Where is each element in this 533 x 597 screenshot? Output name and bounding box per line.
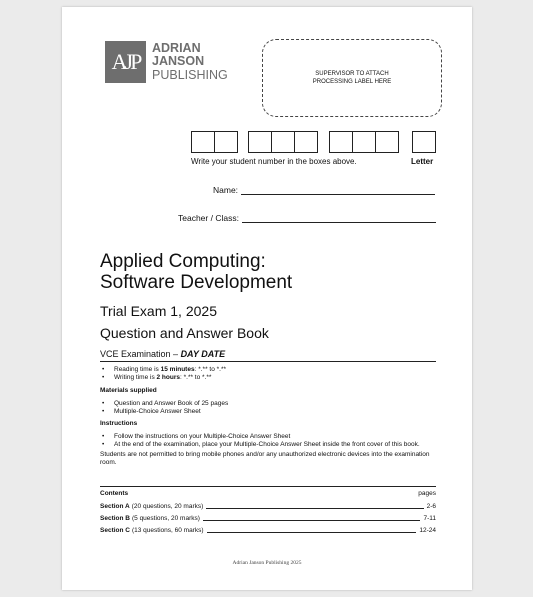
logo-line-3: PUBLISHING — [152, 67, 228, 82]
reading-time-value: 15 minutes — [160, 366, 195, 373]
devices-note: Students are not permitted to bring mobile phones and/or any unauthorized electronic devices into the examination room. — [100, 451, 430, 466]
teacher-class-label: Teacher / Class: — [178, 213, 239, 223]
section-pages: 7-11 — [423, 515, 436, 522]
section-detail: (13 questions, 60 marks) — [131, 527, 204, 534]
student-number-box[interactable] — [214, 131, 238, 153]
dotted-fill — [207, 526, 417, 533]
title-line-2: Software Development — [100, 272, 293, 293]
reading-time-item — [100, 366, 430, 374]
page-footer: Adrian Janson Publishing 2025 — [232, 560, 302, 566]
processing-label-box — [262, 39, 442, 117]
instruction-item: • Follow the instructions on your Multiple-Choice Answer Sheet — [100, 433, 430, 441]
contents-row-section-b — [100, 514, 436, 522]
instructions-section — [100, 420, 430, 467]
section-pages: 12-24 — [419, 527, 436, 534]
pages-label: pages — [418, 490, 436, 497]
student-number-box[interactable] — [329, 131, 353, 153]
writing-time-item — [100, 374, 430, 382]
teacher-class-field — [178, 213, 436, 223]
name-input-line[interactable] — [241, 185, 435, 195]
contents-row-section-c — [100, 526, 436, 534]
dotted-fill — [206, 502, 423, 509]
reading-time-prefix: Reading time is — [114, 366, 159, 373]
dotted-fill — [203, 514, 421, 521]
materials-heading: Materials supplied — [100, 387, 157, 394]
trial-exam-title: Trial Exam 1, 2025 — [100, 303, 217, 319]
student-number-box[interactable] — [375, 131, 399, 153]
contents-divider — [100, 486, 436, 487]
exam-date: DAY DATE — [180, 349, 226, 359]
exam-prefix: VCE Examination – — [100, 349, 179, 359]
student-number-box[interactable] — [294, 131, 318, 153]
divider — [100, 361, 436, 362]
logo-line-1: ADRIAN — [152, 40, 201, 55]
logo-line-2: JANSON — [152, 54, 205, 69]
materials-section — [100, 387, 430, 416]
materials-item: • Question and Answer Book of 25 pages — [100, 400, 430, 408]
logo-text — [152, 42, 228, 83]
student-number-group-1 — [191, 131, 237, 153]
section-name: Section B — [100, 515, 130, 522]
student-number-box[interactable] — [191, 131, 215, 153]
exam-cover-page — [62, 7, 472, 590]
writing-time-prefix: Writing time is — [114, 374, 155, 381]
letter-label: Letter — [411, 157, 434, 166]
student-number-instruction: Write your student number in the boxes above. — [191, 157, 357, 166]
writing-time-value: 2 hours — [156, 374, 180, 381]
subject-title — [100, 251, 292, 293]
publisher-logo — [105, 41, 228, 83]
contents-header — [100, 490, 436, 497]
title-line-1: Applied Computing: — [100, 251, 266, 272]
instruction-item: • At the end of the examination, place your Multiple-Choice Answer Sheet inside the front cover of this book. — [100, 441, 430, 449]
name-label: Name: — [213, 185, 239, 195]
label-box-line-1: SUPERVISOR TO ATTACH — [315, 71, 389, 77]
materials-item: • Multiple-Choice Answer Sheet — [100, 408, 430, 416]
section-name: Section C — [100, 527, 130, 534]
times-list — [100, 366, 430, 382]
student-letter-group — [412, 131, 435, 153]
student-number-group-3 — [329, 131, 398, 153]
instructions-heading: Instructions — [100, 420, 138, 427]
exam-date-line — [100, 349, 225, 359]
section-name: Section A — [100, 503, 130, 510]
writing-time-suffix: : *.** to *.** — [180, 374, 212, 381]
student-number-group-2 — [248, 131, 317, 153]
logo-mark: AJP — [105, 41, 146, 83]
contents-row-section-a — [100, 502, 436, 510]
student-letter-box[interactable] — [412, 131, 436, 153]
name-field — [213, 185, 435, 195]
reading-time-suffix: : *.** to *.** — [194, 366, 227, 373]
section-pages: 2-6 — [426, 503, 436, 510]
contents-heading: Contents — [100, 490, 129, 497]
book-title: Question and Answer Book — [100, 325, 269, 341]
student-number-box[interactable] — [271, 131, 295, 153]
teacher-class-input-line[interactable] — [242, 213, 436, 223]
student-number-box[interactable] — [352, 131, 376, 153]
student-number-box[interactable] — [248, 131, 272, 153]
section-detail: (5 questions, 20 marks) — [131, 515, 200, 522]
label-box-line-2: PROCESSING LABEL HERE — [312, 79, 392, 85]
section-detail: (20 questions, 20 marks) — [131, 503, 204, 510]
